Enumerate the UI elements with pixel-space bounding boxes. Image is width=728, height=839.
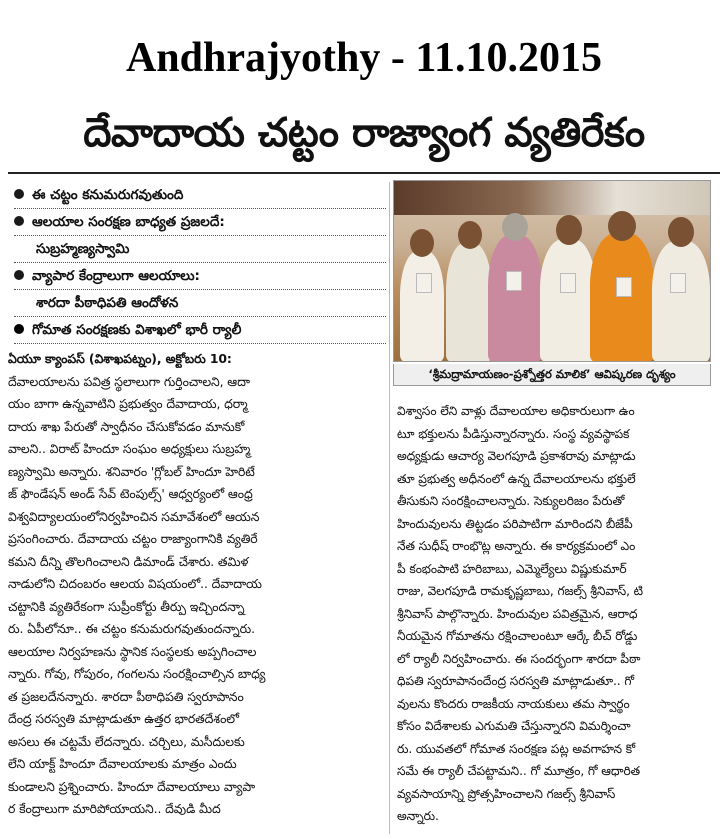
article-line: దేవాలయాలను పవిత్ర స్థలాలుగా గుర్తించాలని, ఆదా <box>8 373 250 389</box>
article-line: దేంద్ర సరస్వతి మాట్లాడుతూ ఉత్తర భారతదేశంలో <box>8 711 239 726</box>
article-line: ధిపతి స్వరూపానందేంద్ర సరస్వతి మాట్లాడుతూ.. గో <box>397 674 634 688</box>
highlights-list <box>14 182 386 344</box>
article-line: విశ్వాసం లేని వాళ్లు దేవాలయాల అధికారులుగా ఉం <box>397 404 635 418</box>
article-column-right <box>397 400 715 828</box>
photo-person <box>590 233 654 362</box>
article-line: వులను కొందరు రాజకీయ నాయకులు తమ స్వార్థం <box>397 696 630 711</box>
article-line: రు. ఏపీలోనూ.. ఈ చట్టం కనుమరుగవుతుందన్నారు. <box>8 621 255 636</box>
article-line: త ప్రజలదేనన్నారు. శారదా పీఠాధిపతి స్వరూపానం <box>8 688 244 704</box>
highlight-item: ఆలయాల సంరక్షణ బాధ్యత ప్రజలదే: <box>14 209 386 236</box>
photo-caption: ‘శ్రీమద్రామాయణం-ప్రశ్నోత్తర మాలిక’ ఆవిష్కరణ దృశ్యం <box>393 364 711 386</box>
article-line: దాయ శాఖ పేరుతో స్వాధీనం చేసుకోవడం మానుకో <box>8 418 245 434</box>
photo-book <box>560 273 576 293</box>
photo-head <box>668 217 694 247</box>
article-line: నీయమైన గోమాతను రక్షించాలంటూ ఆర్కే బీచ్ రోడ్డు <box>397 629 638 643</box>
photo-head <box>410 229 434 257</box>
photo-head <box>502 213 528 241</box>
article-line: తూ ప్రభుత్వ అధీనంలో ఉన్న దేవాలయాలను భక్తులే <box>397 471 636 486</box>
highlight-item: గోమాత సంరక్షణకు విశాఖలో భారీ ర్యాలీ <box>14 317 386 344</box>
article-line: అసలు ఈ చట్టమే లేదన్నారు. చర్చిలు, మసీదులకు <box>8 733 245 749</box>
article-line: అన్నారు. <box>397 809 439 823</box>
bullet-icon <box>14 324 24 334</box>
article-line: శ్రీనివాస్ పాల్గొన్నారు. హిందువుల పవిత్రమైన, ఆరాధ <box>397 606 638 621</box>
article-line: విశ్వవిద్యాలయంలోనిర్వహించిన సమావేశంలో ఆయన <box>8 508 260 524</box>
article-line: నాడులోని చిదంబరం ఆలయ విషయంలో.. దేవాదాయ <box>8 576 262 591</box>
article-column-left <box>8 348 384 821</box>
article-line: లేని యాక్ట్ హిందూ దేవాలయాలకు మాత్రం ఎందు <box>8 756 237 771</box>
article-line: ప్రసంగించారు. దేవాదాయ చట్టం రాజ్యాంగానికి వ్యతిరే <box>8 531 258 546</box>
highlight-item-continuation: శారదా పీఠాధిపతి ఆందోళన <box>14 290 386 317</box>
article-line: రాజు, వెలగపూడి రామకృష్ణబాబు, గజల్స్ శ్రీనివాస్, టి <box>397 584 643 598</box>
column-divider <box>389 182 390 834</box>
article-line: కోసం విదేశాలకు ఎగుమతి చేస్తున్నారని విమర్శించా <box>397 719 631 733</box>
photo-head <box>458 221 482 249</box>
bullet-icon <box>14 216 24 226</box>
highlight-item: వ్యాపార కేంద్రాలుగా ఆలయాలు: <box>14 263 386 290</box>
photo-head <box>608 211 636 241</box>
article-line: యం బాగా ఉన్నవాటిని ప్రభుత్వం దేవాదాయ, ధర్మా <box>8 396 248 411</box>
highlight-item: ఈ చట్టం కనుమరుగవుతుంది <box>14 182 386 209</box>
article-line: చట్టానికి వ్యతిరేకంగా సుప్రీంకోర్టు తీర్పు ఇచ్చిందన్నా <box>8 598 245 614</box>
article-line: వాలని.. విరాట్ హిందూ సంఘం అధ్యక్షులు సుబ్రహ్మ <box>8 441 251 456</box>
article-line: టూ భక్తులను పీడిస్తున్నారన్నారు. సంస్థ వ్యవస్థాపక <box>397 426 630 441</box>
article-line: వ్యవసాయాన్ని ప్రోత్సహించాలని గజల్స్ శ్రీనివాస్ <box>397 786 616 801</box>
photo-book <box>416 273 432 293</box>
article-line: నేత సుధీష్ రాంభొట్ల అన్నారు. ఈ కార్యక్రమంలో ఎం <box>397 539 636 553</box>
photo-person <box>652 241 710 362</box>
article-line: జ్ ఫౌండేషన్ అండ్ సేవ్ టెంపుల్స్' ఆధ్వర్యంలో ఆంధ్ర <box>8 486 253 501</box>
photo-person <box>488 235 542 362</box>
article-line: ర కేంద్రాలుగా మారిపోయాయని.. దేవుడి మీద <box>8 801 221 816</box>
bullet-icon <box>14 270 24 280</box>
article-line: కమని దీన్ని తొలగించాలని డిమాండ్ చేశారు. తమిళ <box>8 553 249 569</box>
article-line: అధ్యక్షుడు ఆచార్య వెలగపూడి ప్రకాశరావు మాట్లాడు <box>397 449 636 463</box>
photo-banner <box>394 181 711 215</box>
article-line: ణ్యస్వామి అన్నారు. శనివారం 'గ్లోబల్ హిందూ హెరిటే <box>8 463 255 479</box>
photo-person <box>446 243 492 362</box>
photo-head <box>556 215 582 245</box>
article-line: పీ కంభంపాటి హరిబాబు, ఎమ్మెల్యేలు విష్ణుకుమార్ <box>397 561 627 576</box>
photo-person <box>540 239 596 362</box>
photo-book <box>506 271 522 291</box>
bullet-icon <box>14 189 24 199</box>
article-line: సమే ఈ ర్యాలీ చేపట్టామని.. గో మూత్రం, గో ఆధారిత <box>397 764 640 778</box>
photo-book <box>670 273 686 293</box>
article-dateline: ఏయూ క్యాంపస్ (విశాఖపట్నం), అక్టోబరు 10: <box>8 351 232 366</box>
article-line: లో ర్యాలీ నిర్వహించారు. ఈ సందర్భంగా శారదా పీఠా <box>397 651 641 666</box>
article-line: రు. యువతలో గోమాత సంరక్షణ పట్ల అవగాహన కో <box>397 741 636 756</box>
article-line: కుండాలని ప్రశ్నించారు. హిందూ దేవాలయాలు వ్యాపా <box>8 778 256 794</box>
article-line: తీసుకుని సంరక్షించాలన్నారు. సెక్యులరిజం పేరుతో <box>397 494 625 508</box>
highlight-item-continuation: సుబ్రహ్మణ్యస్వామి <box>14 236 386 263</box>
article-line: న్నారు. గోవు, గోపురం, గంగలను సంరక్షించాల్సిన బాధ్య <box>8 666 266 681</box>
photo-book <box>616 277 632 297</box>
article-line: హిందువులను తిట్టడం పరిపాటిగా మారిందని బీజేపీ <box>397 516 633 531</box>
masthead-title: Andhrajyothy - 11.10.2015 <box>125 35 603 81</box>
article-line: ఆలయాల నిర్వహణను స్థానిక సంస్థలకు అప్పగించాల <box>8 643 257 659</box>
photo-person <box>400 251 444 362</box>
headline-rule <box>8 172 720 174</box>
event-photo <box>393 180 711 362</box>
headline: దేవాదాయ చట్టం రాజ్యాంగ వ్యతిరేకం <box>83 110 645 156</box>
